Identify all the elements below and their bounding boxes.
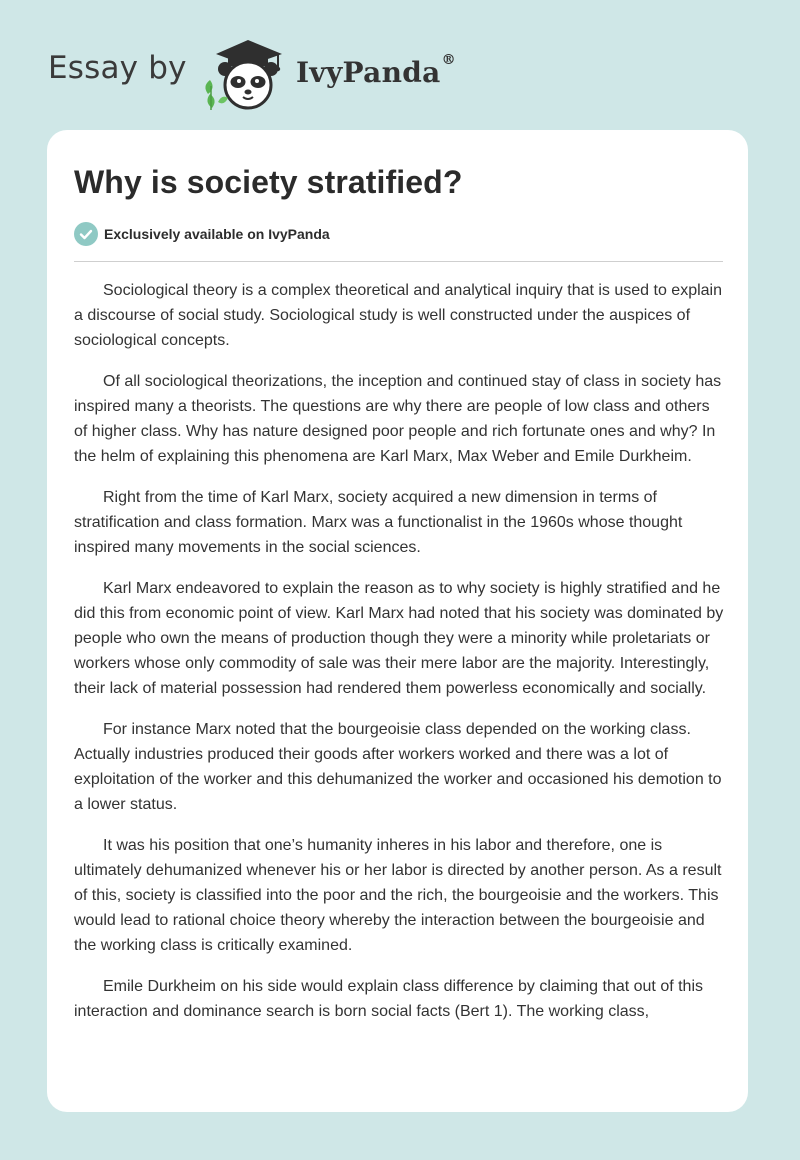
paragraph: Emile Durkheim on his side would explain class difference by claiming that out of this interaction and dominance search is born social facts (Bert 1). The working class, xyxy=(74,978,703,1020)
site-header xyxy=(0,0,800,120)
paragraph: Sociological theory is a complex theoretical and analytical inquiry that is used to explain a discourse of social study. Sociological study is well constructed under the auspices of sociological concepts. xyxy=(74,282,723,349)
exclusive-badge-label: Exclusively available on IvyPanda xyxy=(104,226,330,242)
exclusive-badge xyxy=(74,222,330,246)
paragraph: Of all sociological theorizations, the inception and continued stay of class in society has inspired many a theorists. The questions are why there are people of low class and others of higher class. Why has nature designed poor people and rich fortunate ones and why? In the helm of explaining this phenomena are Karl Marx, Max Weber and Emile Durkheim. xyxy=(74,373,722,465)
divider xyxy=(74,261,723,262)
paragraph: Right from the time of Karl Marx, society acquired a new dimension in terms of stratification and class formation. Marx was a functionalist in the 1960s whose thought inspired many movements in the social sciences. xyxy=(74,489,683,556)
brand-logo-text[interactable] xyxy=(296,52,456,89)
check-icon xyxy=(74,222,98,246)
brand-name: IvyPanda xyxy=(296,56,441,89)
essay-body xyxy=(74,278,726,1040)
panda-graduate-icon xyxy=(198,36,292,112)
paragraph: For instance Marx noted that the bourgeoisie class depended on the working class. Actually industries produced their goods after workers worked and there was a lot of exploitation of the worker and this dehumanized the worker and occasioned his demotion to a lower status. xyxy=(74,721,722,813)
registered-mark: ® xyxy=(441,52,456,68)
page-title: Why is society stratified? xyxy=(74,164,463,200)
essay-card xyxy=(47,130,748,1112)
paragraph: It was his position that one’s humanity inheres in his labor and therefore, one is ultimately dehumanized whenever his or her labor is directed by another person. As a result of this, society is classified into the poor and the rich, the bourgeoisie and the workers. This would lead to rational choice theory whereby the interaction between the bourgeoisie and the working class is critically examined. xyxy=(74,837,722,954)
paragraph: Karl Marx endeavored to explain the reason as to why society is highly stratified and he did this from economic point of view. Karl Marx had noted that his society was dominated by people who own the means of production though they were a minority while proletariats or workers whose only commodity of sale was their mere labor are the majority. Interestingly, their lack of material possession had rendered them powerless economically and socially. xyxy=(74,580,724,697)
essay-by-label: Essay by xyxy=(48,50,187,86)
